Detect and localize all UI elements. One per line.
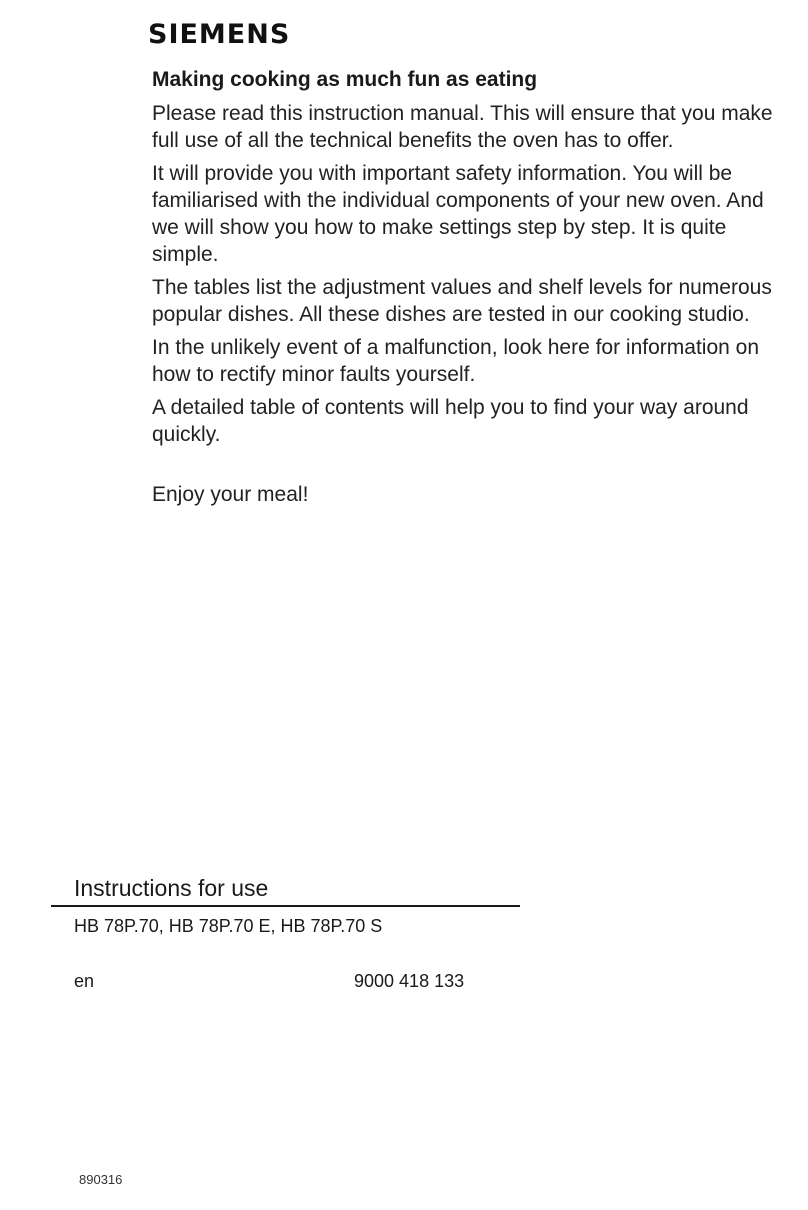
intro-paragraph: Please read this instruction manual. This will ensure that you make full use of all the technical benefits the oven has to offer. [152, 102, 773, 152]
title-divider [51, 905, 520, 907]
part-number: 9000 418 133 [354, 971, 465, 991]
language-code: en [74, 971, 95, 991]
intro-paragraph: The tables list the adjustment values and shelf levels for numerous popular dishes. All these dishes are tested in our cooking studio. [152, 276, 772, 326]
siemens-logo: SIEMENS [148, 19, 291, 50]
closing-line: Enjoy your meal! [152, 483, 309, 506]
intro-paragraph: In the unlikely event of a malfunction, look here for information on how to rectify minor faults yourself. [152, 336, 760, 386]
instructions-title: Instructions for use [74, 875, 269, 901]
intro-paragraph: It will provide you with important safety information. You will be familiarised with the individual components of your new oven. And we will show you how to make settings step by step. It is quite simple. [152, 162, 764, 266]
model-numbers: HB 78P.70, HB 78P.70 E, HB 78P.70 S [74, 916, 383, 936]
document-code: 890316 [79, 1172, 123, 1187]
intro-paragraph: A detailed table of contents will help you to find your way around quickly. [152, 396, 749, 446]
intro-heading: Making cooking as much fun as eating [152, 68, 538, 91]
intro-section [152, 66, 792, 514]
